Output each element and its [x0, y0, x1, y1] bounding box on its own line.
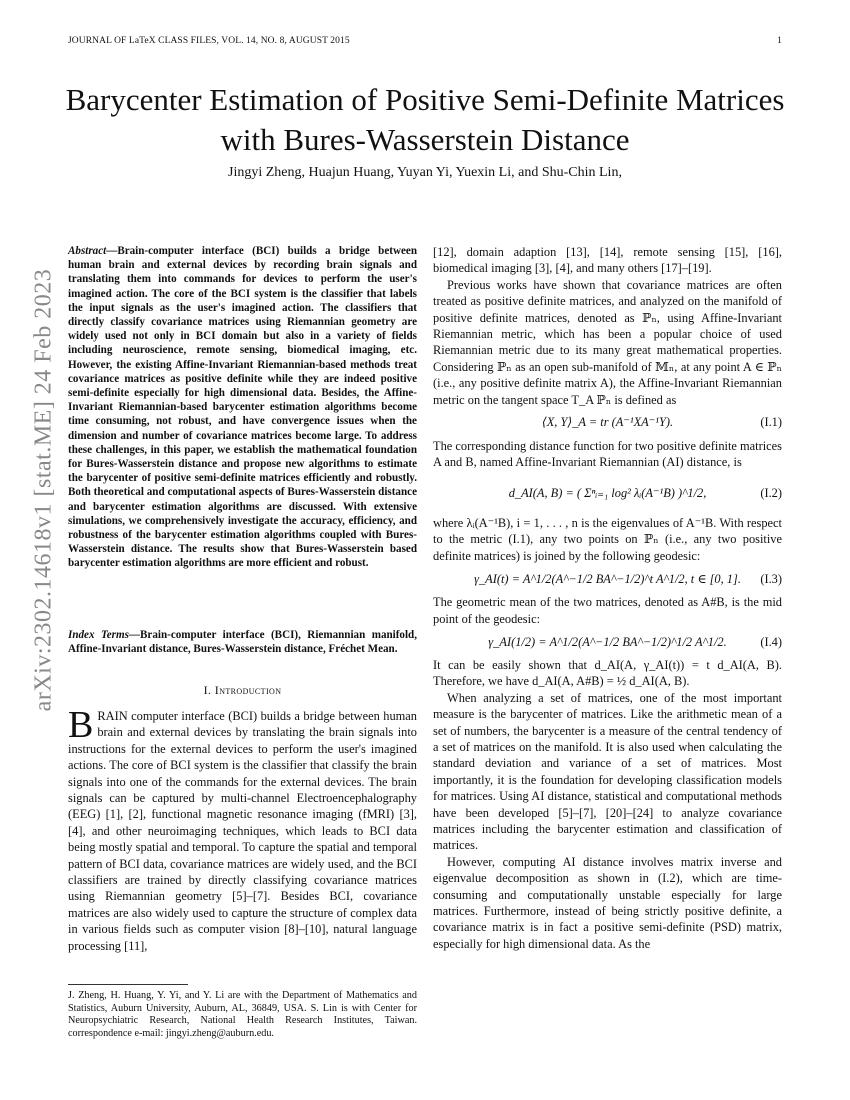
paragraph: Previous works have shown that covariance matrices are often treated as positive definite matrices, and analyzed on the manifold of positive definite matrices, denoted as ℙₙ, using Affine-Invariant Riemannian metric, which has been a popular choice of used Riemannian metric due to its many great mathematical properties. Considering ℙₙ as an open sub-manifold of 𝕄ₙ, at any point A ∈ ℙₙ (i.e., any positive definite matrix A), the Affine-Invariant Riemannian metric on the tangent space T_A ℙₙ is defined as	[433, 277, 782, 407]
dropcap: B	[68, 704, 94, 746]
abstract-label: Abstract	[68, 245, 107, 257]
section-heading-introduction: I. Introduction	[203, 683, 282, 697]
equation-I2	[433, 471, 782, 515]
paper-title: Barycenter Estimation of Positive Semi-Definite Matrices with Bures-Wasserstein Distance	[65, 82, 785, 157]
equation-body: ⟨X, Y⟩_A = tr (A⁻¹XA⁻¹Y).	[541, 415, 674, 430]
equation-body: γ_AI(t) = A^1/2(A^−1/2 BA^−1/2)^t A^1/2, t ∈ [0, 1].	[474, 572, 741, 587]
equation-I3	[433, 564, 782, 594]
paragraph: The corresponding distance function for two positive definite matrices A and B, named Affine-Invariant Riemannian (AI) distance, is	[433, 439, 782, 470]
index-terms-text: —Brain-computer interface (BCI), Riemannian manifold, Affine-Invariant distance, Bures-Wasserstein distance, Fréchet Mean.	[68, 629, 418, 656]
equation-number: (I.1)	[760, 415, 782, 430]
index-terms	[68, 628, 417, 656]
equation-number: (I.2)	[760, 485, 782, 500]
paragraph: However, computing AI distance involves matrix inverse and eigenvalue decomposition as shown in (I.2), which are time-consuming and computationally unstable especially for large matrices. Furthermore, instead of being strictly positive definite, a covariance matrix is in fact a positive semi-definite (PSD) matrix, especially for high dimensional data. As the	[433, 854, 782, 951]
equation-I1	[433, 414, 782, 438]
paragraph: It can be easily shown that d_AI(A, γ_AI(t)) = t d_AI(A, B). Therefore, we have d_AI(A, A#B) = ½ d_AI(A, B).	[433, 657, 782, 689]
paragraph: where λᵢ(A⁻¹B), i = 1, . . . , n is the eigenvalues of A⁻¹B. With respect to the metric (I.1), any two points on ℙₙ (i.e., any two positive definite matrices) is joined by the following geodesic:	[433, 515, 782, 563]
introduction-paragraph	[68, 704, 417, 954]
journal-header: JOURNAL OF LaTeX CLASS FILES, VOL. 14, NO. 8, AUGUST 2015	[68, 36, 350, 46]
author-list: Jingyi Zheng, Huajun Huang, Yuyan Yi, Yuexin Li, and Shu-Chin Lin,	[228, 165, 622, 180]
footnote-rule	[68, 984, 188, 985]
abstract-text: —Brain-computer interface (BCI) builds a bridge between human brain and external devices by recording brain signals and translating them into commands for devices to perform the user's imagined action. The core of the BCI system is the classifier that labels the input signals as the user's imagined action. The classifiers that directly classify covariance matrices using Riemannian geometry are widely used not only in BCI domain but also in a variety of fields including neuroscience, remote sensing, biomedical imaging, etc. However, the existing Affine-Invariant Riemannian-based methods treat covariance matrices as positive definite while they are indeed positive semi-definite especially for high dimensional data. Besides, the Affine-Invariant Riemannian-based barycenter estimation algorithms become time consuming, not robust, and have convergence issues when the dimension and number of covariance matrices become large. To address these challenges, in this paper, we establish the mathematical foundation for Bures-Wasserstein distance and propose new algorithms to estimate the barycenter of positive semi-definite matrices efficiently and robustly. Both theoretical and computational aspects of Bures-Wasserstein distance and barycenter estimation algorithms are discussed. With extensive simulations, we comprehensively investigate the accuracy, efficiency, and robustness of the barycenter estimation algorithms coupled with Bures-Wasserstein distance. The results show that Bures-Wasserstein based barycenter estimation algorithms are more efficient and robust.	[68, 245, 417, 570]
index-terms-label: Index Terms	[68, 629, 129, 641]
running-header	[68, 36, 782, 50]
intro-text: computer interface (BCI) builds a bridge between human brain and external devices by translating the brain signals into instructions for the external devices to perform the user's imagined actions. The core of BCI system is the classifier that classify the brain signals into one of the commands for the external devices. The brain signals can be captured by multi-channel Electroencephalography (EEG) [1], [2], functional magnetic resonance imaging (fMRI) [3], [4], and other neuroimaging techniques, which leads to BCI data being mostly spatial and temporal. To capture the spatial and temporal pattern of BCI data, covariance matrices are widely used, and the BCI classifiers are trained by directly classifying covariance matrices using Riemannian geometry [5]–[7]. Besides BCI, covariance matrices are also widely used to capture the structure of complex data in various fields such as computer vision [8]–[10], natural language processing [11],	[68, 709, 417, 953]
affiliation-footnote: J. Zheng, H. Huang, Y. Yi, and Y. Li are with the Department of Mathematics and Statistics, Auburn University, Auburn, AL, 36849, USA. S. Lin is with Center for Neuropsychiatric Research, National Health Research Institutes, Taiwan. correspondence e-mail: jingyi.zheng@auburn.edu.	[68, 990, 417, 1039]
arxiv-stamp-text: arXiv:2302.14618v1 [stat.ME] 24 Feb 2023	[30, 268, 57, 712]
equation-number: (I.3)	[760, 572, 782, 587]
arxiv-stamp	[14, 268, 74, 712]
abstract	[68, 244, 417, 571]
paragraph: [12], domain adaption [13], [14], remote sensing [15], [16], biomedical imaging [3], [4], and many others [17]–[19].	[433, 245, 782, 276]
equation-body: d_AI(A, B) = ( Σⁿᵢ₌₁ log² λᵢ(A⁻¹B) )^1/2,	[508, 485, 707, 500]
paragraph: When analyzing a set of matrices, one of the most important measure is the barycenter of matrices. Like the arithmetic mean of a set of numbers, the barycenter is a measure of the central tendency of a set of matrices on the manifold. It is also used when calculating the standard deviation and variance of a set of matrices. Most importantly, it is the foundation for developing classification models for matrices. Using AI distance, statistical and computational methods have been developed [5]–[7], [20]–[24] to analyze covariance matrices including the barycenter estimation and classification of matrices.	[433, 690, 782, 853]
paragraph: The geometric mean of the two matrices, denoted as A#B, is the mid point of the geodesic:	[433, 595, 782, 626]
equation-body: γ_AI(1/2) = A^1/2(A^−1/2 BA^−1/2)^1/2 A^1/2.	[488, 634, 727, 649]
right-column	[433, 244, 782, 952]
equation-number: (I.4)	[760, 634, 782, 649]
equation-I4	[433, 627, 782, 657]
dropcap-word-rest: RAIN	[97, 709, 128, 723]
page-number: 1	[777, 36, 782, 46]
